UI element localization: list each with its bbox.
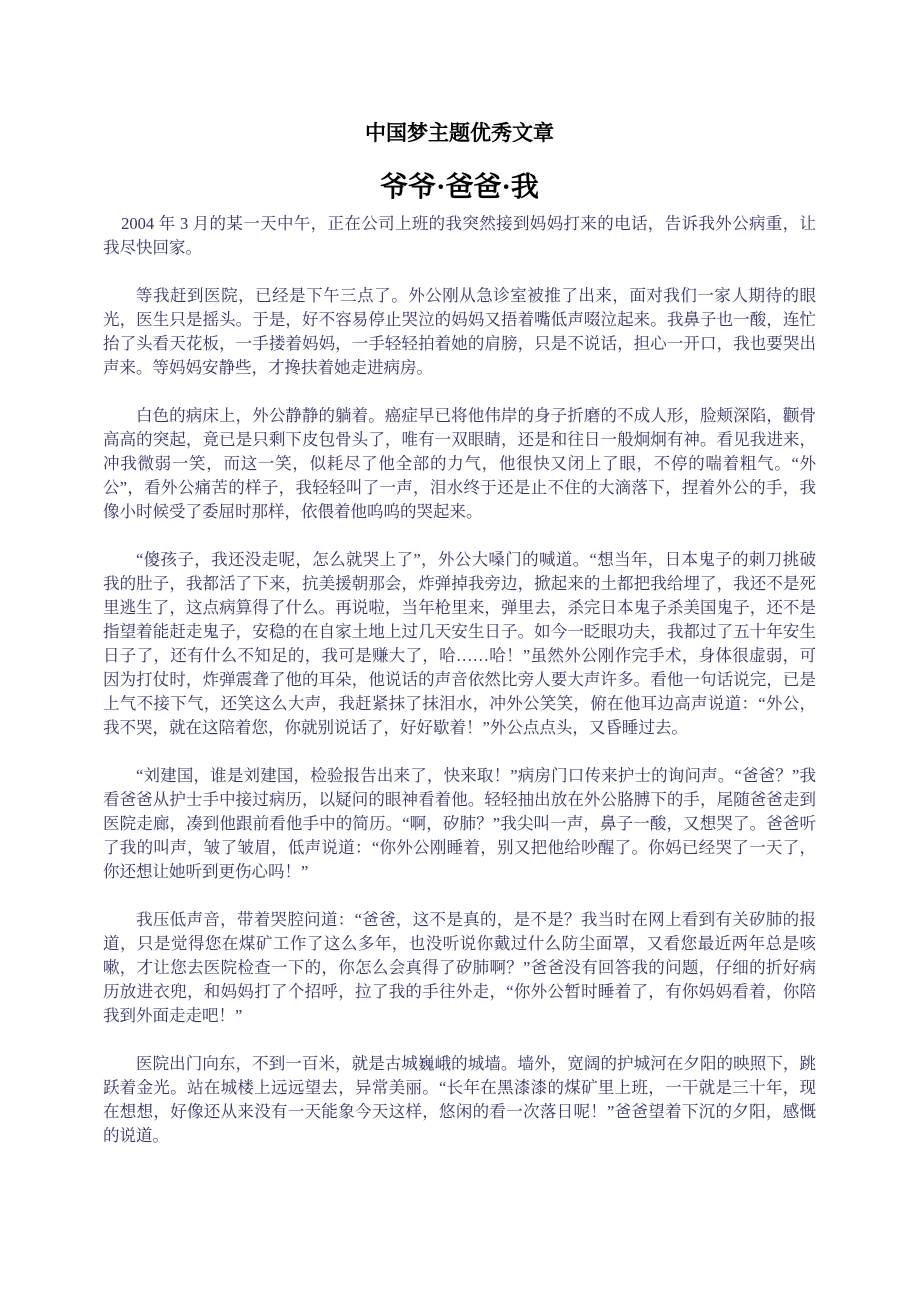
document-content — [103, 118, 816, 1172]
paragraph-grandpa-speech: “傻孩子，我还没走呢，怎么就哭上了”，外公大嗓门的喊道。“想当年，日本鬼子的刺刀挑破我的肚子，我都活了下来，抗美援朝那会，炸弹掉我旁边，掀起来的土都把我给埋了，我还不是死里逃生了，这点病算得了什么。再说啦，当年枪里来，弹里去，杀完日本鬼子杀美国鬼子，还不是指望着能赶走鬼子，安稳的在自家土地上过几天安生日子。如今一眨眼功夫，我都过了五十年安生日子了，还有什么不知足的，我可是赚大了，哈……哈！”虽然外公刚作完手术，身体很虚弱，可因为打仗时，炸弹震聋了他的耳朵，他说话的声音依然比旁人要大声许多。看他一句话说完，已是上气不接下气，还笑这么大声，我赶紧抹了抹泪水，冲外公笑笑，俯在他耳边高声说道：“外公，我不哭，就在这陪着您，你就别说话了，好好歇着！”外公点点头，又昏睡过去。 — [103, 550, 816, 737]
paragraph-city-wall: 医院出门向东，不到一百米，就是古城巍峨的城墙。墙外，宽阔的护城河在夕阳的映照下，跳跃着金光。站在城楼上远远望去，异常美丽。“长年在黑漆漆的煤矿里上班，一干就是三十年，现在想想，好像还从来没有一天能象今天这样，悠闲的看一次落日呢！”爸爸望着下沉的夕阳，感慨的说道。 — [103, 1054, 816, 1145]
paragraph-medical-report: “刘建国，谁是刘建国，检验报告出来了，快来取！”病房门口传来护士的询问声。“爸爸？”我看爸爸从护士手中接过病历，以疑问的眼神看着他。轻轻抽出放在外公胳膊下的手，尾随爸爸走到医院走廊，凑到他跟前看他手中的简历。“啊，矽肺？”我尖叫一声，鼻子一酸，又想哭了。爸爸听了我的叫声，皱了皱眉，低声说道：“你外公刚睡着，别又把他给吵醒了。你妈已经哭了一天了，你还想让她听到更伤心吗！” — [103, 766, 816, 881]
paragraph-sickbed: 白色的病床上，外公静静的躺着。癌症早已将他伟岸的身子折磨的不成人形，脸颊深陷，颧骨高高的突起，竟已是只剩下皮包骨头了，唯有一双眼睛，还是和往日一般炯炯有神。看见我进来，冲我微弱一笑，而这一笑，似耗尽了他全部的力气，他很快又闭上了眼，不停的喘着粗气。“外公”，看外公痛苦的样子，我轻轻叫了一声，泪水终于还是止不住的大滴落下，捏着外公的手，我像小时候受了委屈时那样，依偎着他呜呜的哭起来。 — [103, 406, 816, 521]
paragraph-opening: 2004 年 3 月的某一天中午，正在公司上班的我突然接到妈妈打来的电话，告诉我外公病重，让我尽快回家。 — [103, 214, 816, 257]
paragraph-hospital-arrival: 等我赶到医院，已经是下午三点了。外公刚从急诊室被推了出来，面对我们一家人期待的眼光，医生只是摇头。于是，好不容易停止哭泣的妈妈又捂着嘴低声啜泣起来。我鼻子也一酸，连忙抬了头看天花板，一手搂着妈妈，一手轻轻拍着她的肩膀，只是不说话，担心一开口，我也要哭出声来。等妈妈安静些，才搀扶着她走进病房。 — [103, 286, 816, 377]
paragraph-father-talk: 我压低声音，带着哭腔问道：“爸爸，这不是真的，是不是？我当时在网上看到有关矽肺的报道，只是觉得您在煤矿工作了这么多年，也没听说你戴过什么防尘面罩，又看您最近两年总是咳嗽，才让您去医院检查一下的，你怎么会真得了矽肺啊？”爸爸没有回答我的问题，仔细的折好病历放进衣兜，和妈妈打了个招呼，拉了我的手往外走，“你外公暂时睡着了，有你妈妈看着，你陪我到外面走走吧！” — [103, 910, 816, 1025]
document-title: 中国梦主题优秀文章 — [365, 121, 554, 145]
article-title: 爷爷·爸爸·我 — [380, 172, 539, 203]
